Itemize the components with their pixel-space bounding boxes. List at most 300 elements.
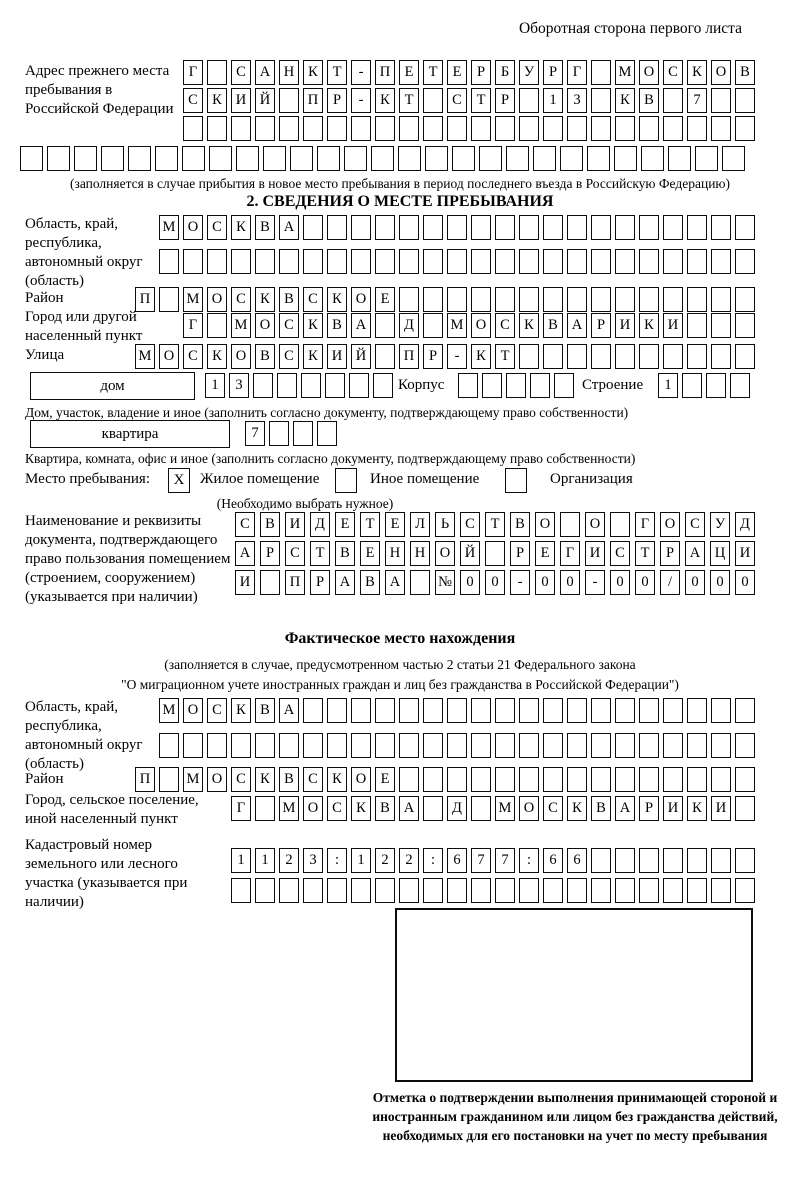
- char-cell[interactable]: 3: [229, 373, 249, 398]
- char-cell[interactable]: [591, 733, 611, 758]
- char-cell[interactable]: [423, 287, 443, 312]
- char-cell[interactable]: [735, 767, 755, 792]
- char-cell[interactable]: В: [510, 512, 530, 537]
- char-cell[interactable]: 0: [685, 570, 705, 595]
- checkbox-organization[interactable]: [505, 468, 527, 493]
- char-cell[interactable]: М: [183, 767, 203, 792]
- char-cell[interactable]: П: [285, 570, 305, 595]
- char-cell[interactable]: [663, 344, 683, 369]
- char-cell[interactable]: [543, 215, 563, 240]
- char-cell[interactable]: К: [615, 88, 635, 113]
- char-cell[interactable]: К: [327, 287, 347, 312]
- char-cell[interactable]: М: [279, 796, 299, 821]
- char-cell[interactable]: [735, 878, 755, 903]
- char-cell[interactable]: С: [543, 796, 563, 821]
- char-cell[interactable]: [663, 733, 683, 758]
- char-cell[interactable]: [711, 215, 731, 240]
- char-cell[interactable]: А: [255, 60, 275, 85]
- char-cell[interactable]: [639, 287, 659, 312]
- char-cell[interactable]: О: [207, 287, 227, 312]
- char-cell[interactable]: [711, 767, 731, 792]
- char-cell[interactable]: К: [231, 698, 251, 723]
- char-cell[interactable]: Г: [183, 60, 203, 85]
- char-cell[interactable]: [290, 146, 313, 171]
- char-cell[interactable]: А: [399, 796, 419, 821]
- char-cell[interactable]: [706, 373, 726, 398]
- char-cell[interactable]: [591, 848, 611, 873]
- char-cell[interactable]: [687, 249, 707, 274]
- char-cell[interactable]: М: [159, 215, 179, 240]
- char-cell[interactable]: 3: [567, 88, 587, 113]
- char-cell[interactable]: Д: [399, 313, 419, 338]
- char-cell[interactable]: Р: [591, 313, 611, 338]
- char-cell[interactable]: В: [591, 796, 611, 821]
- char-cell[interactable]: В: [360, 570, 380, 595]
- char-cell[interactable]: [639, 767, 659, 792]
- char-cell[interactable]: [207, 116, 227, 141]
- char-cell[interactable]: С: [207, 698, 227, 723]
- char-cell[interactable]: В: [279, 767, 299, 792]
- char-cell[interactable]: [554, 373, 574, 398]
- char-cell[interactable]: К: [375, 88, 395, 113]
- char-cell[interactable]: :: [423, 848, 443, 873]
- char-cell[interactable]: [519, 733, 539, 758]
- char-cell[interactable]: Р: [639, 796, 659, 821]
- char-cell[interactable]: [159, 733, 179, 758]
- char-cell[interactable]: [543, 767, 563, 792]
- char-cell[interactable]: [591, 767, 611, 792]
- char-cell[interactable]: [399, 116, 419, 141]
- char-cell[interactable]: [399, 287, 419, 312]
- char-cell[interactable]: [735, 733, 755, 758]
- char-cell[interactable]: С: [447, 88, 467, 113]
- char-cell[interactable]: [533, 146, 556, 171]
- char-cell[interactable]: [495, 878, 515, 903]
- char-cell[interactable]: К: [471, 344, 491, 369]
- char-cell[interactable]: [423, 215, 443, 240]
- char-cell[interactable]: О: [351, 767, 371, 792]
- char-cell[interactable]: [711, 698, 731, 723]
- char-cell[interactable]: А: [385, 570, 405, 595]
- char-cell[interactable]: [101, 146, 124, 171]
- char-cell[interactable]: 0: [635, 570, 655, 595]
- char-cell[interactable]: [399, 215, 419, 240]
- char-cell[interactable]: К: [255, 767, 275, 792]
- char-cell[interactable]: [506, 146, 529, 171]
- char-cell[interactable]: [495, 287, 515, 312]
- char-cell[interactable]: О: [255, 313, 275, 338]
- char-cell[interactable]: 2: [279, 848, 299, 873]
- char-cell[interactable]: [375, 878, 395, 903]
- char-cell[interactable]: [327, 249, 347, 274]
- char-cell[interactable]: Т: [399, 88, 419, 113]
- checkbox-residential[interactable]: X: [168, 468, 190, 493]
- char-cell[interactable]: :: [327, 848, 347, 873]
- char-cell[interactable]: [327, 733, 347, 758]
- char-cell[interactable]: О: [535, 512, 555, 537]
- char-cell[interactable]: [207, 313, 227, 338]
- char-cell[interactable]: [351, 215, 371, 240]
- char-cell[interactable]: Р: [471, 60, 491, 85]
- char-cell[interactable]: Р: [327, 88, 347, 113]
- char-cell[interactable]: Г: [567, 60, 587, 85]
- char-cell[interactable]: [641, 146, 664, 171]
- char-cell[interactable]: Р: [510, 541, 530, 566]
- char-cell[interactable]: С: [303, 767, 323, 792]
- char-cell[interactable]: Р: [660, 541, 680, 566]
- char-cell[interactable]: 1: [351, 848, 371, 873]
- char-cell[interactable]: О: [183, 215, 203, 240]
- char-cell[interactable]: [277, 373, 297, 398]
- char-cell[interactable]: [447, 878, 467, 903]
- char-cell[interactable]: [735, 698, 755, 723]
- char-cell[interactable]: [344, 146, 367, 171]
- char-cell[interactable]: [639, 344, 659, 369]
- char-cell[interactable]: И: [585, 541, 605, 566]
- char-cell[interactable]: [375, 313, 395, 338]
- char-cell[interactable]: Е: [385, 512, 405, 537]
- char-cell[interactable]: К: [519, 313, 539, 338]
- char-cell[interactable]: -: [351, 60, 371, 85]
- char-cell[interactable]: [567, 116, 587, 141]
- char-cell[interactable]: 0: [535, 570, 555, 595]
- char-cell[interactable]: [639, 698, 659, 723]
- char-cell[interactable]: И: [663, 796, 683, 821]
- char-cell[interactable]: [325, 373, 345, 398]
- char-cell[interactable]: С: [285, 541, 305, 566]
- char-cell[interactable]: [471, 249, 491, 274]
- char-cell[interactable]: [423, 796, 443, 821]
- char-cell[interactable]: [687, 698, 707, 723]
- char-cell[interactable]: [495, 215, 515, 240]
- char-cell[interactable]: С: [685, 512, 705, 537]
- char-cell[interactable]: [207, 733, 227, 758]
- char-cell[interactable]: 0: [485, 570, 505, 595]
- char-cell[interactable]: [591, 60, 611, 85]
- char-cell[interactable]: В: [735, 60, 755, 85]
- char-cell[interactable]: [399, 878, 419, 903]
- char-cell[interactable]: [317, 421, 337, 446]
- char-cell[interactable]: У: [710, 512, 730, 537]
- char-cell[interactable]: С: [235, 512, 255, 537]
- char-cell[interactable]: [303, 249, 323, 274]
- char-cell[interactable]: [591, 698, 611, 723]
- char-cell[interactable]: 2: [399, 848, 419, 873]
- char-cell[interactable]: [663, 287, 683, 312]
- char-cell[interactable]: К: [303, 60, 323, 85]
- char-cell[interactable]: [423, 116, 443, 141]
- char-cell[interactable]: [423, 698, 443, 723]
- char-cell[interactable]: К: [687, 60, 707, 85]
- char-cell[interactable]: [303, 116, 323, 141]
- char-cell[interactable]: [351, 249, 371, 274]
- char-cell[interactable]: [519, 698, 539, 723]
- char-cell[interactable]: [567, 698, 587, 723]
- char-cell[interactable]: [519, 878, 539, 903]
- char-cell[interactable]: 6: [447, 848, 467, 873]
- char-cell[interactable]: [711, 848, 731, 873]
- char-cell[interactable]: [375, 249, 395, 274]
- char-cell[interactable]: [471, 796, 491, 821]
- char-cell[interactable]: [519, 287, 539, 312]
- char-cell[interactable]: Е: [447, 60, 467, 85]
- char-cell[interactable]: К: [231, 215, 251, 240]
- char-cell[interactable]: Т: [360, 512, 380, 537]
- char-cell[interactable]: [587, 146, 610, 171]
- char-cell[interactable]: Г: [231, 796, 251, 821]
- char-cell[interactable]: №: [435, 570, 455, 595]
- char-cell[interactable]: [663, 848, 683, 873]
- char-cell[interactable]: [471, 733, 491, 758]
- char-cell[interactable]: [255, 796, 275, 821]
- char-cell[interactable]: [159, 767, 179, 792]
- char-cell[interactable]: 0: [710, 570, 730, 595]
- char-cell[interactable]: [423, 249, 443, 274]
- char-cell[interactable]: Д: [310, 512, 330, 537]
- char-cell[interactable]: [495, 767, 515, 792]
- char-cell[interactable]: А: [351, 313, 371, 338]
- char-cell[interactable]: О: [303, 796, 323, 821]
- char-cell[interactable]: С: [207, 215, 227, 240]
- char-cell[interactable]: Т: [471, 88, 491, 113]
- char-cell[interactable]: Т: [423, 60, 443, 85]
- char-cell[interactable]: [159, 249, 179, 274]
- char-cell[interactable]: [236, 146, 259, 171]
- char-cell[interactable]: [519, 767, 539, 792]
- char-cell[interactable]: С: [183, 88, 203, 113]
- char-cell[interactable]: [471, 215, 491, 240]
- char-cell[interactable]: [155, 146, 178, 171]
- char-cell[interactable]: К: [303, 344, 323, 369]
- char-cell[interactable]: И: [615, 313, 635, 338]
- char-cell[interactable]: В: [639, 88, 659, 113]
- char-cell[interactable]: [567, 215, 587, 240]
- char-cell[interactable]: [682, 373, 702, 398]
- char-cell[interactable]: А: [615, 796, 635, 821]
- char-cell[interactable]: К: [351, 796, 371, 821]
- char-cell[interactable]: [543, 878, 563, 903]
- checkbox-other-premises[interactable]: [335, 468, 357, 493]
- char-cell[interactable]: [447, 287, 467, 312]
- char-cell[interactable]: [530, 373, 550, 398]
- char-cell[interactable]: [399, 698, 419, 723]
- char-cell[interactable]: Т: [327, 60, 347, 85]
- char-cell[interactable]: Г: [560, 541, 580, 566]
- char-cell[interactable]: И: [735, 541, 755, 566]
- char-cell[interactable]: [543, 698, 563, 723]
- char-cell[interactable]: [687, 287, 707, 312]
- char-cell[interactable]: [231, 249, 251, 274]
- char-cell[interactable]: О: [711, 60, 731, 85]
- char-cell[interactable]: [639, 878, 659, 903]
- char-cell[interactable]: [615, 215, 635, 240]
- char-cell[interactable]: [303, 698, 323, 723]
- char-cell[interactable]: [485, 541, 505, 566]
- char-cell[interactable]: [735, 116, 755, 141]
- char-cell[interactable]: [447, 215, 467, 240]
- char-cell[interactable]: [519, 88, 539, 113]
- char-cell[interactable]: [615, 878, 635, 903]
- char-cell[interactable]: [255, 116, 275, 141]
- char-cell[interactable]: Л: [410, 512, 430, 537]
- char-cell[interactable]: С: [279, 344, 299, 369]
- char-cell[interactable]: С: [495, 313, 515, 338]
- char-cell[interactable]: [711, 878, 731, 903]
- char-cell[interactable]: Е: [535, 541, 555, 566]
- char-cell[interactable]: [183, 249, 203, 274]
- char-cell[interactable]: [663, 215, 683, 240]
- char-cell[interactable]: [543, 287, 563, 312]
- char-cell[interactable]: [615, 249, 635, 274]
- char-cell[interactable]: С: [663, 60, 683, 85]
- char-cell[interactable]: [519, 116, 539, 141]
- char-cell[interactable]: [375, 215, 395, 240]
- char-cell[interactable]: М: [615, 60, 635, 85]
- char-cell[interactable]: [327, 116, 347, 141]
- char-cell[interactable]: И: [285, 512, 305, 537]
- char-cell[interactable]: Е: [360, 541, 380, 566]
- char-cell[interactable]: [591, 215, 611, 240]
- char-cell[interactable]: [735, 215, 755, 240]
- char-cell[interactable]: [351, 878, 371, 903]
- char-cell[interactable]: [207, 249, 227, 274]
- char-cell[interactable]: [711, 733, 731, 758]
- char-cell[interactable]: Г: [183, 313, 203, 338]
- char-cell[interactable]: И: [663, 313, 683, 338]
- char-cell[interactable]: [639, 116, 659, 141]
- char-cell[interactable]: В: [335, 541, 355, 566]
- char-cell[interactable]: [375, 344, 395, 369]
- char-cell[interactable]: 6: [543, 848, 563, 873]
- char-cell[interactable]: [591, 287, 611, 312]
- char-cell[interactable]: [687, 733, 707, 758]
- char-cell[interactable]: 7: [687, 88, 707, 113]
- char-cell[interactable]: [447, 249, 467, 274]
- char-cell[interactable]: [255, 249, 275, 274]
- char-cell[interactable]: [375, 733, 395, 758]
- char-cell[interactable]: В: [543, 313, 563, 338]
- char-cell[interactable]: [687, 878, 707, 903]
- char-cell[interactable]: -: [510, 570, 530, 595]
- char-cell[interactable]: [471, 287, 491, 312]
- char-cell[interactable]: С: [279, 313, 299, 338]
- char-cell[interactable]: [687, 767, 707, 792]
- char-cell[interactable]: [423, 313, 443, 338]
- char-cell[interactable]: Д: [447, 796, 467, 821]
- char-cell[interactable]: 1: [543, 88, 563, 113]
- char-cell[interactable]: [687, 215, 707, 240]
- char-cell[interactable]: [722, 146, 745, 171]
- char-cell[interactable]: Р: [260, 541, 280, 566]
- char-cell[interactable]: [663, 116, 683, 141]
- char-cell[interactable]: [301, 373, 321, 398]
- char-cell[interactable]: [615, 116, 635, 141]
- char-cell[interactable]: [615, 698, 635, 723]
- char-cell[interactable]: И: [711, 796, 731, 821]
- char-cell[interactable]: О: [231, 344, 251, 369]
- char-cell[interactable]: [471, 878, 491, 903]
- char-cell[interactable]: [479, 146, 502, 171]
- char-cell[interactable]: [279, 249, 299, 274]
- char-cell[interactable]: [711, 287, 731, 312]
- char-cell[interactable]: 7: [245, 421, 265, 446]
- char-cell[interactable]: Й: [255, 88, 275, 113]
- char-cell[interactable]: [317, 146, 340, 171]
- char-cell[interactable]: [567, 878, 587, 903]
- char-cell[interactable]: [735, 848, 755, 873]
- char-cell[interactable]: [303, 733, 323, 758]
- char-cell[interactable]: :: [519, 848, 539, 873]
- char-cell[interactable]: С: [460, 512, 480, 537]
- char-cell[interactable]: Н: [385, 541, 405, 566]
- char-cell[interactable]: 0: [735, 570, 755, 595]
- char-cell[interactable]: 0: [610, 570, 630, 595]
- char-cell[interactable]: [663, 698, 683, 723]
- char-cell[interactable]: [410, 570, 430, 595]
- char-cell[interactable]: 0: [560, 570, 580, 595]
- char-cell[interactable]: С: [303, 287, 323, 312]
- char-cell[interactable]: [495, 249, 515, 274]
- char-cell[interactable]: [255, 733, 275, 758]
- char-cell[interactable]: [209, 146, 232, 171]
- char-cell[interactable]: П: [303, 88, 323, 113]
- char-cell[interactable]: А: [235, 541, 255, 566]
- char-cell[interactable]: [375, 698, 395, 723]
- char-cell[interactable]: У: [519, 60, 539, 85]
- char-cell[interactable]: К: [639, 313, 659, 338]
- char-cell[interactable]: Р: [423, 344, 443, 369]
- char-cell[interactable]: М: [183, 287, 203, 312]
- char-cell[interactable]: [349, 373, 369, 398]
- char-cell[interactable]: С: [231, 767, 251, 792]
- char-cell[interactable]: 3: [303, 848, 323, 873]
- char-cell[interactable]: Т: [310, 541, 330, 566]
- char-cell[interactable]: Й: [351, 344, 371, 369]
- char-cell[interactable]: Т: [495, 344, 515, 369]
- char-cell[interactable]: [447, 116, 467, 141]
- char-cell[interactable]: [20, 146, 43, 171]
- char-cell[interactable]: О: [471, 313, 491, 338]
- char-cell[interactable]: [255, 878, 275, 903]
- char-cell[interactable]: [351, 116, 371, 141]
- char-cell[interactable]: [471, 116, 491, 141]
- char-cell[interactable]: [371, 146, 394, 171]
- char-cell[interactable]: [519, 249, 539, 274]
- char-cell[interactable]: [279, 878, 299, 903]
- char-cell[interactable]: Й: [460, 541, 480, 566]
- char-cell[interactable]: [471, 698, 491, 723]
- char-cell[interactable]: [303, 215, 323, 240]
- char-cell[interactable]: О: [585, 512, 605, 537]
- char-cell[interactable]: [447, 698, 467, 723]
- char-cell[interactable]: [668, 146, 691, 171]
- char-cell[interactable]: [687, 313, 707, 338]
- char-cell[interactable]: [519, 215, 539, 240]
- char-cell[interactable]: Г: [635, 512, 655, 537]
- char-cell[interactable]: В: [255, 215, 275, 240]
- char-cell[interactable]: [425, 146, 448, 171]
- char-cell[interactable]: С: [231, 60, 251, 85]
- char-cell[interactable]: [471, 767, 491, 792]
- char-cell[interactable]: [591, 249, 611, 274]
- char-cell[interactable]: Е: [335, 512, 355, 537]
- char-cell[interactable]: [506, 373, 526, 398]
- char-cell[interactable]: [639, 215, 659, 240]
- char-cell[interactable]: 2: [375, 848, 395, 873]
- char-cell[interactable]: С: [327, 796, 347, 821]
- char-cell[interactable]: В: [327, 313, 347, 338]
- char-cell[interactable]: М: [495, 796, 515, 821]
